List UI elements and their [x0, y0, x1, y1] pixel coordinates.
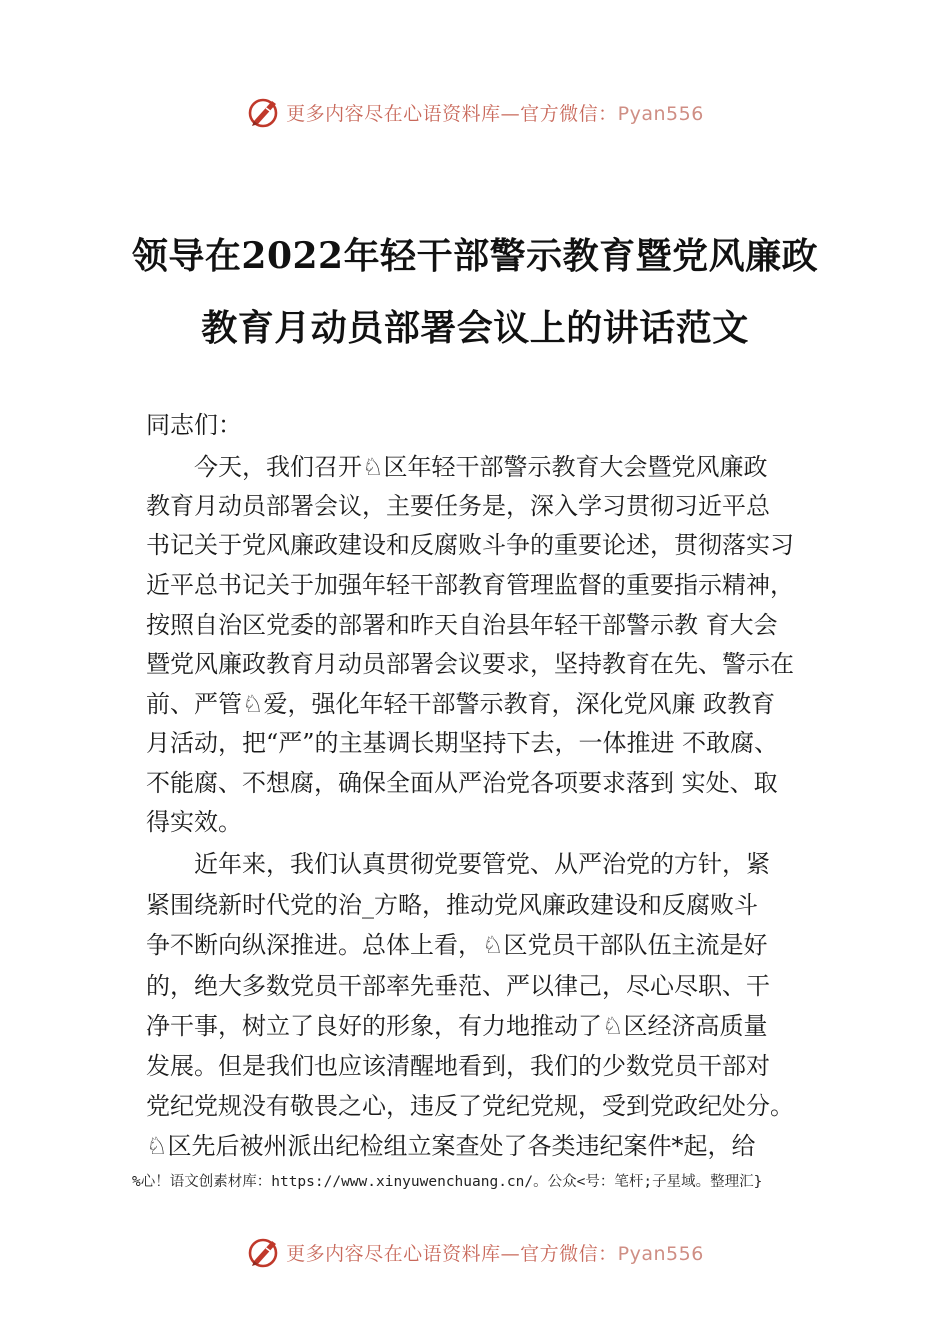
body-line: 书记关于党风廉政建设和反腐败斗争的重要论述，贯彻落实习	[146, 531, 794, 559]
banner-text: 更多内容尽在心语资料库—官方微信：Pyan556	[286, 1242, 704, 1265]
pen-logo-icon	[246, 94, 282, 130]
body-line: 暨党风廉政教育月动员部署会议要求，坚持教育在先、警示在	[146, 650, 794, 678]
body-line: 的，绝大多数党员干部率先垂范、严以律己，尽心尽职、干	[146, 972, 770, 1000]
banner-text: 更多内容尽在心语资料库—官方微信：Pyan556	[286, 102, 704, 125]
body-line: 紧围绕新时代党的治_方略，推动党风廉政建设和反腐败斗	[146, 891, 758, 919]
body-line: 前、严管♘爱，强化年轻干部警示教育，深化党风廉 政教育	[146, 690, 776, 718]
salutation: 同志们：	[146, 411, 242, 439]
body-line: 得实效。	[146, 808, 242, 836]
body-line: 按照自治区党委的部署和昨天自治县年轻干部警示教 育大会	[146, 611, 778, 639]
body-line: 争不断向纵深推进。总体上看，♘区党员干部队伍主流是好	[146, 931, 768, 959]
body-line: ♘区先后被州派出纪检组立案查处了各类违纪案件*起，给	[146, 1132, 756, 1160]
body-line: 今天，我们召开♘区年轻干部警示教育大会暨党风廉政	[194, 453, 768, 481]
body-line: 近年来，我们认真贯彻党要管党、从严治党的方针，紧	[194, 850, 770, 878]
body-line: 净干事，树立了良好的形象，有力地推动了♘区经济高质量	[146, 1012, 768, 1040]
source-note: %心！语文创素材库：https://www.xinyuwenchuang.cn/。公众<号：笔杆;子星域。整理汇}	[132, 1174, 763, 1190]
header-banner	[0, 92, 950, 132]
wechat-id: Pyan556	[617, 1242, 704, 1265]
document-title-line-1: 领导在2022年轻干部警示教育暨党风廉政	[131, 235, 819, 277]
footer-banner	[0, 1232, 950, 1272]
body-line: 党纪党规没有敬畏之心，违反了党纪党规，受到党政纪处分。	[146, 1092, 794, 1120]
body-line: 近平总书记关于加强年轻干部教育管理监督的重要指示精神，	[146, 571, 794, 599]
body-line: 月活动，把“严”的主基调长期坚持下去，一体推进 不敢腐、	[146, 729, 779, 757]
body-line: 教育月动员部署会议，主要任务是，深入学习贯彻习近平总	[146, 492, 770, 520]
document-title-line-2: 教育月动员部署会议上的讲话范文	[201, 307, 749, 349]
wechat-id: Pyan556	[617, 102, 704, 125]
body-line: 发展。但是我们也应该清醒地看到，我们的少数党员干部对	[146, 1052, 770, 1080]
pen-logo-icon	[246, 1234, 282, 1270]
body-line: 不能腐、不想腐，确保全面从严治党各项要求落到 实处、取	[146, 769, 778, 797]
